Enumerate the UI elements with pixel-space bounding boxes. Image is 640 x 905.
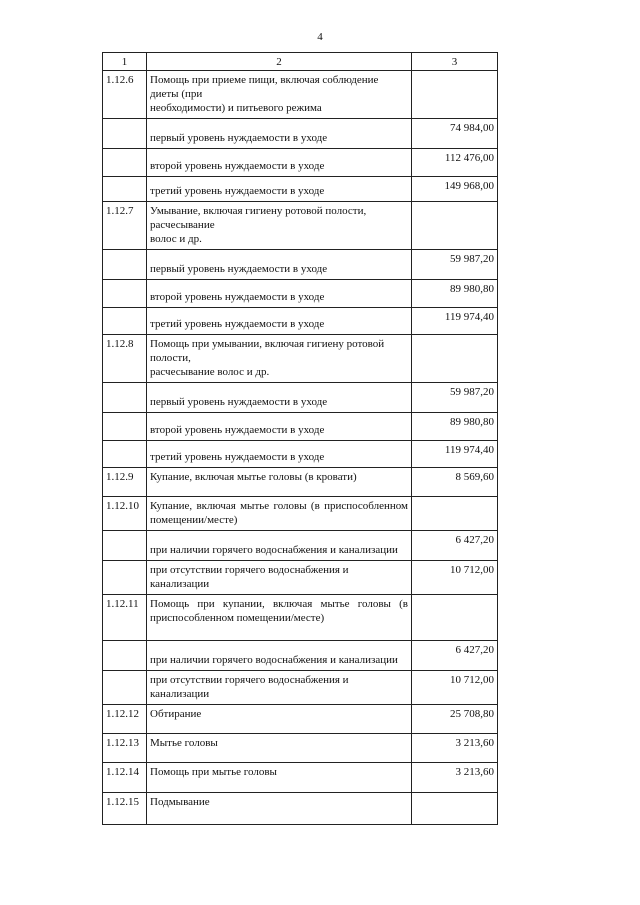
header-col-1: 1 — [103, 53, 147, 71]
row-value: 74 984,00 — [412, 119, 498, 149]
row-value: 25 708,80 — [412, 705, 498, 734]
row-number: 1.12.6 — [103, 71, 147, 119]
row-value — [412, 71, 498, 119]
table-row — [103, 734, 498, 763]
row-value: 89 980,80 — [412, 413, 498, 441]
row-value: 112 476,00 — [412, 149, 498, 177]
row-description-line: приспособленном помещении/месте) — [150, 612, 325, 624]
row-number — [103, 149, 147, 177]
row-description: первый уровень нуждаемости в уходе — [147, 250, 412, 280]
header-col-3: 3 — [412, 53, 498, 71]
table-row — [103, 413, 498, 441]
table-row — [103, 383, 498, 413]
row-value — [412, 202, 498, 250]
row-description: второй уровень нуждаемости в уходе — [147, 280, 412, 308]
table-row — [103, 441, 498, 468]
row-number: 1.12.8 — [103, 335, 147, 383]
row-value — [412, 793, 498, 825]
row-description-line: Помощь при купании, включая мытье головы (в — [150, 598, 408, 610]
row-description — [147, 71, 412, 119]
row-value: 119 974,40 — [412, 441, 498, 468]
table-row — [103, 250, 498, 280]
row-value: 3 213,60 — [412, 734, 498, 763]
table-row — [103, 671, 498, 705]
row-number — [103, 561, 147, 595]
row-description: третий уровень нуждаемости в уходе — [147, 177, 412, 202]
row-description-line: Помощь при приеме пищи, включая соблюдение диеты (при — [150, 74, 379, 100]
table-row — [103, 531, 498, 561]
row-description: при наличии горячего водоснабжения и канализации — [147, 641, 412, 671]
table-row — [103, 497, 498, 531]
row-description — [147, 202, 412, 250]
row-description-line: необходимости) и питьевого режима — [150, 102, 322, 114]
row-description: при отсутствии горячего водоснабжения и канализации — [147, 561, 412, 595]
row-description: Подмывание — [147, 793, 412, 825]
table-row — [103, 335, 498, 383]
table-row — [103, 308, 498, 335]
row-number: 1.12.12 — [103, 705, 147, 734]
row-description: Помощь при мытье головы — [147, 763, 412, 793]
row-number — [103, 383, 147, 413]
row-value: 6 427,20 — [412, 641, 498, 671]
row-description-line: Умывание, включая гигиену ротовой полости, расчесывание — [150, 205, 367, 231]
table-row — [103, 202, 498, 250]
row-value — [412, 335, 498, 383]
row-number: 1.12.15 — [103, 793, 147, 825]
table-header-row — [103, 53, 498, 71]
row-value: 149 968,00 — [412, 177, 498, 202]
row-description: при отсутствии горячего водоснабжения и канализации — [147, 671, 412, 705]
row-number: 1.12.14 — [103, 763, 147, 793]
row-number: 1.12.7 — [103, 202, 147, 250]
row-description — [147, 497, 412, 531]
row-description: Мытье головы — [147, 734, 412, 763]
row-value: 3 213,60 — [412, 763, 498, 793]
row-number — [103, 671, 147, 705]
row-value: 10 712,00 — [412, 561, 498, 595]
row-description: второй уровень нуждаемости в уходе — [147, 149, 412, 177]
row-description: третий уровень нуждаемости в уходе — [147, 441, 412, 468]
row-value — [412, 595, 498, 641]
row-description: второй уровень нуждаемости в уходе — [147, 413, 412, 441]
row-number — [103, 441, 147, 468]
row-description — [147, 335, 412, 383]
row-number: 1.12.11 — [103, 595, 147, 641]
row-value: 119 974,40 — [412, 308, 498, 335]
row-number — [103, 250, 147, 280]
row-number: 1.12.10 — [103, 497, 147, 531]
row-value: 10 712,00 — [412, 671, 498, 705]
row-description-line: Помощь при умывании, включая гигиену ротовой полости, — [150, 338, 385, 364]
table-row — [103, 119, 498, 149]
row-description-line: волос и др. — [150, 233, 202, 245]
table-row — [103, 149, 498, 177]
row-number — [103, 280, 147, 308]
table-row — [103, 561, 498, 595]
row-value: 59 987,20 — [412, 250, 498, 280]
table-row — [103, 705, 498, 734]
row-number — [103, 413, 147, 441]
row-description-line: расчесывание волос и др. — [150, 366, 270, 378]
row-description: первый уровень нуждаемости в уходе — [147, 383, 412, 413]
page-number: 4 — [317, 31, 323, 43]
row-number: 1.12.13 — [103, 734, 147, 763]
table-row — [103, 177, 498, 202]
row-value: 59 987,20 — [412, 383, 498, 413]
row-description-line: помещении/месте) — [150, 514, 238, 526]
row-value: 6 427,20 — [412, 531, 498, 561]
row-description: первый уровень нуждаемости в уходе — [147, 119, 412, 149]
row-number — [103, 177, 147, 202]
row-number: 1.12.9 — [103, 468, 147, 497]
row-value: 8 569,60 — [412, 468, 498, 497]
row-value — [412, 497, 498, 531]
row-number — [103, 308, 147, 335]
row-description: при наличии горячего водоснабжения и канализации — [147, 531, 412, 561]
table-row — [103, 71, 498, 119]
row-description: третий уровень нуждаемости в уходе — [147, 308, 412, 335]
table-row — [103, 280, 498, 308]
row-number — [103, 119, 147, 149]
table-row — [103, 468, 498, 497]
header-col-2: 2 — [147, 53, 412, 71]
row-description: Купание, включая мытье головы (в кровати) — [147, 468, 412, 497]
row-description — [147, 595, 412, 641]
table-row — [103, 641, 498, 671]
row-value: 89 980,80 — [412, 280, 498, 308]
table-row — [103, 595, 498, 641]
tariff-table — [102, 52, 498, 825]
row-description: Обтирание — [147, 705, 412, 734]
table-row — [103, 763, 498, 793]
row-number — [103, 641, 147, 671]
row-description-line: Купание, включая мытье головы (в приспособленном — [150, 500, 408, 512]
row-number — [103, 531, 147, 561]
table-row — [103, 793, 498, 825]
